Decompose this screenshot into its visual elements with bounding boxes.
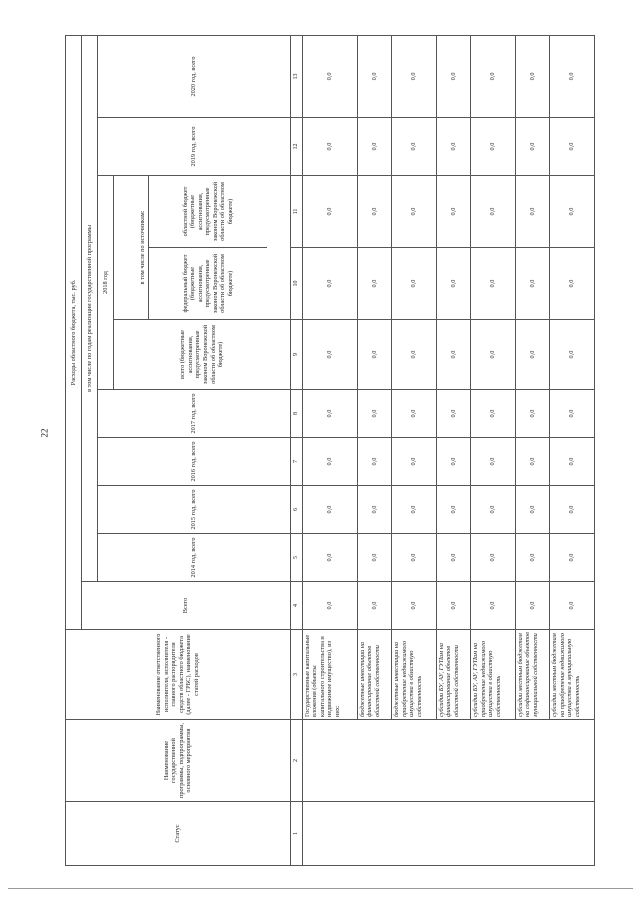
col-number: 5: [290, 534, 302, 582]
value-cell: 0,0: [302, 248, 357, 320]
row-label: субсидии местным бюджетам на софинансирование объектов муниципальной собственности: [515, 630, 549, 720]
col-resp-header: Наименование ответственного исполнителя, исполнителя - главного распорядителя средств областного бюджета (далее - ГРБС), наименование статей расходов: [66, 630, 291, 720]
bottom-rule: [8, 888, 633, 889]
value-cell: 0,0: [515, 248, 549, 320]
col-number: 2: [290, 720, 302, 802]
value-cell: 0,0: [302, 486, 357, 534]
col-status-header: Статус: [66, 802, 291, 866]
value-cell: 0,0: [471, 176, 516, 248]
status-cell: [471, 802, 516, 866]
status-cell: [302, 802, 357, 866]
value-cell: 0,0: [392, 176, 437, 248]
col-number: 10: [290, 248, 302, 320]
value-cell: 0,0: [302, 438, 357, 486]
value-cell: 0,0: [471, 534, 516, 582]
col-total-header: Всего: [82, 582, 291, 630]
value-cell: 0,0: [515, 176, 549, 248]
col-number: 13: [290, 35, 302, 117]
value-cell: 0,0: [302, 582, 357, 630]
col-number: 6: [290, 486, 302, 534]
table-row: [302, 35, 357, 865]
value-cell: 0,0: [550, 118, 595, 176]
table-row: [357, 35, 391, 865]
value-cell: 0,0: [392, 534, 437, 582]
value-cell: 0,0: [436, 438, 470, 486]
value-cell: 0,0: [357, 486, 391, 534]
name-cell: [302, 720, 357, 802]
col-2019-header: 2019 год, всего: [98, 118, 290, 176]
status-cell: [550, 802, 595, 866]
row-label: субсидии местным бюджетам на приобретение недвижимого имущества в муниципальную собственность: [550, 630, 595, 720]
status-cell: [392, 802, 437, 866]
value-cell: 0,0: [392, 248, 437, 320]
value-cell: 0,0: [357, 438, 391, 486]
value-cell: 0,0: [436, 176, 470, 248]
value-cell: 0,0: [550, 35, 595, 117]
name-cell: [357, 720, 391, 802]
value-cell: 0,0: [515, 438, 549, 486]
col-number: 11: [290, 176, 302, 248]
col-2017-header: 2017 год, всего: [98, 390, 290, 438]
value-cell: 0,0: [550, 438, 595, 486]
data-rows: [302, 35, 594, 865]
group-title: Расходы областного бюджета, тыс. руб.: [66, 35, 82, 629]
value-cell: 0,0: [392, 438, 437, 486]
col-2018-header: 2018 год: [98, 176, 114, 390]
table-row: [550, 35, 595, 865]
table-row: [392, 35, 437, 865]
col-2014-header: 2014 год, всего: [98, 534, 290, 582]
value-cell: 0,0: [515, 390, 549, 438]
name-cell: [392, 720, 437, 802]
value-cell: 0,0: [357, 118, 391, 176]
value-cell: 0,0: [357, 390, 391, 438]
value-cell: 0,0: [550, 486, 595, 534]
value-cell: 0,0: [357, 176, 391, 248]
value-cell: 0,0: [436, 534, 470, 582]
row-label: бюджетные инвестиции на финансирование объектов областной собственности: [357, 630, 391, 720]
value-cell: 0,0: [302, 534, 357, 582]
value-cell: 0,0: [515, 486, 549, 534]
value-cell: 0,0: [357, 35, 391, 117]
col-2018-reg-header: областной бюджет (бюджетные ассигнования, предусмотренные законом Воронежской области об областном бюджете): [181, 181, 234, 242]
value-cell: 0,0: [357, 320, 391, 390]
col-number: 1: [290, 802, 302, 866]
value-cell: 0,0: [392, 35, 437, 117]
value-cell: 0,0: [471, 390, 516, 438]
value-cell: 0,0: [550, 390, 595, 438]
value-cell: 0,0: [550, 176, 595, 248]
value-cell: 0,0: [302, 320, 357, 390]
group-subtitle: в том числе по годам реализации государственной программы: [82, 35, 98, 581]
value-cell: 0,0: [550, 582, 595, 630]
value-cell: 0,0: [550, 534, 595, 582]
value-cell: 0,0: [550, 248, 595, 320]
name-cell: [436, 720, 470, 802]
budget-table: [65, 35, 595, 866]
value-cell: 0,0: [471, 486, 516, 534]
name-cell: [515, 720, 549, 802]
col-2015-header: 2015 год, всего: [98, 486, 290, 534]
value-cell: 0,0: [302, 390, 357, 438]
col-2016-header: 2016 год, всего: [98, 438, 290, 486]
row-label: бюджетные инвестиции на приобретение недвижимого имущества в областную собственность: [392, 630, 437, 720]
value-cell: 0,0: [471, 118, 516, 176]
value-cell: 0,0: [436, 35, 470, 117]
col-name-header: Наименование государственной программы, подпрограммы, основного мероприятия: [66, 720, 291, 802]
value-cell: 0,0: [515, 118, 549, 176]
row-label: субсидии БУ, АУ, ГУПам на приобретение недвижимого имущества в областную собственность: [471, 630, 516, 720]
value-cell: 0,0: [302, 118, 357, 176]
sources-label: в том числе по источникам:: [137, 176, 149, 319]
value-cell: 0,0: [392, 320, 437, 390]
value-cell: 0,0: [357, 582, 391, 630]
value-cell: 0,0: [357, 534, 391, 582]
header-row-1: [66, 35, 82, 865]
status-cell: [515, 802, 549, 866]
status-cell: [436, 802, 470, 866]
table-row: [471, 35, 516, 865]
table-row: [436, 35, 470, 865]
col-2018-sources: [114, 176, 290, 320]
value-cell: 0,0: [436, 118, 470, 176]
value-cell: 0,0: [550, 320, 595, 390]
column-numbers-row: [290, 35, 302, 865]
value-cell: 0,0: [392, 390, 437, 438]
value-cell: 0,0: [436, 390, 470, 438]
value-cell: 0,0: [392, 118, 437, 176]
value-cell: 0,0: [515, 320, 549, 390]
name-cell: [550, 720, 595, 802]
col-number: 12: [290, 118, 302, 176]
col-number: 4: [290, 582, 302, 630]
value-cell: 0,0: [515, 582, 549, 630]
col-number: 3: [290, 630, 302, 720]
value-cell: 0,0: [471, 320, 516, 390]
value-cell: 0,0: [471, 582, 516, 630]
value-cell: 0,0: [302, 35, 357, 117]
col-number: 9: [290, 320, 302, 390]
col-2020-header: 2020 год, всего: [98, 35, 290, 117]
col-2018-fed-header: федеральный бюджет (бюджетные ассигнования, предусмотренные законом Воронежской области об областном бюджете): [149, 248, 268, 320]
col-2018-total-header: всего (бюджетные ассигнования, предусмотренные законом Воронежской области об областном бюджете): [114, 320, 290, 390]
value-cell: 0,0: [471, 248, 516, 320]
table-row: [515, 35, 549, 865]
value-cell: 0,0: [392, 582, 437, 630]
page-number: 22: [39, 428, 50, 438]
value-cell: 0,0: [515, 35, 549, 117]
col-number: 7: [290, 438, 302, 486]
value-cell: 0,0: [357, 248, 391, 320]
value-cell: 0,0: [392, 486, 437, 534]
col-number: 8: [290, 390, 302, 438]
rotated-table-wrapper: [65, 36, 595, 866]
row-label: субсидии БУ, АУ, ГУПам на финансирование объектов областной собственности: [436, 630, 470, 720]
name-cell: [471, 720, 516, 802]
row-label: Государственные капитальные вложения (объекты капитального строительства и недвижимое имущество), из них:: [302, 630, 357, 720]
value-cell: 0,0: [515, 534, 549, 582]
status-cell: [357, 802, 391, 866]
value-cell: 0,0: [436, 582, 470, 630]
value-cell: 0,0: [471, 438, 516, 486]
value-cell: 0,0: [302, 176, 357, 248]
value-cell: 0,0: [436, 248, 470, 320]
value-cell: 0,0: [471, 35, 516, 117]
value-cell: 0,0: [436, 320, 470, 390]
value-cell: 0,0: [436, 486, 470, 534]
